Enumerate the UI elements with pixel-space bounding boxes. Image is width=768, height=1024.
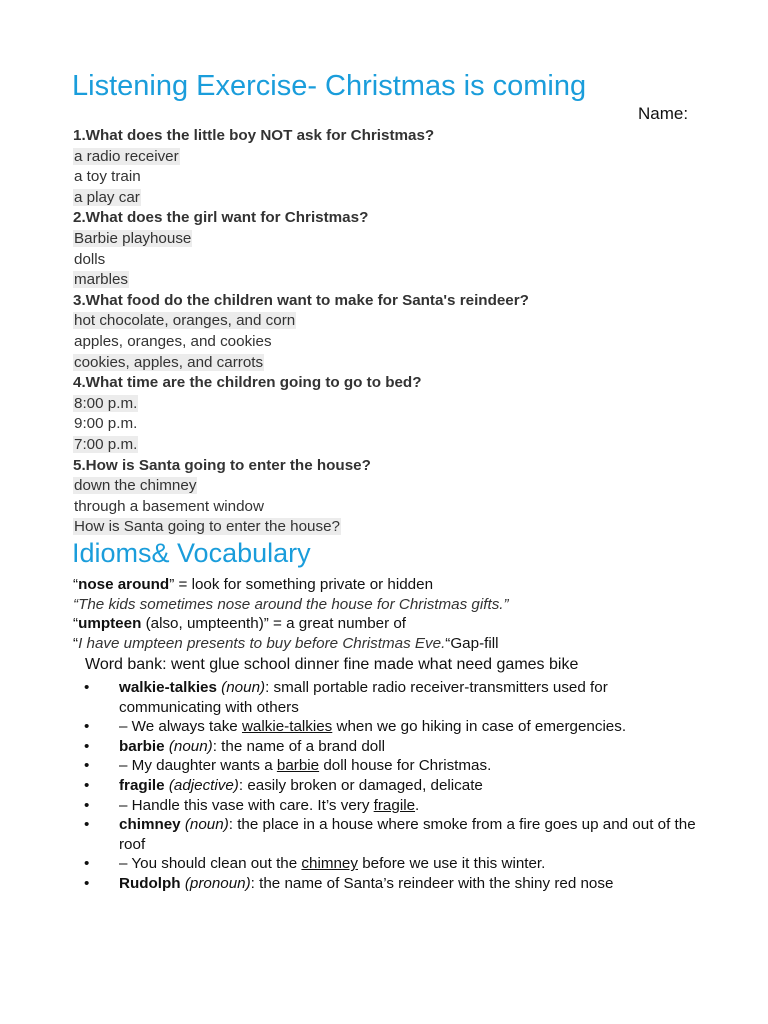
answer-option[interactable]: apples, oranges, and cookies [74,332,272,350]
question-block [73,456,713,538]
idiom-definition: = look for something private or hidden [174,576,434,593]
question-text: 4.What time are the children going to go to bed? [73,374,422,392]
answer-option[interactable]: 9:00 p.m. [74,415,138,433]
answer-option[interactable]: down the chimney [74,477,197,495]
answer-option[interactable]: through a basement window [74,497,264,515]
answer-option[interactable]: Barbie playhouse [74,229,192,247]
answer-option[interactable]: a radio receiver [74,147,179,165]
question-text: 3.What food do the children want to make for Santa's reindeer? [73,291,529,309]
vocab-item: • fragile (adjective): easily broken or damaged, delicate [84,776,483,794]
answer-option[interactable]: a toy train [74,168,141,186]
question-text: 5.How is Santa going to enter the house? [73,456,371,474]
idiom-example: “I have umpteen presents to buy before Christmas Eve.“Gap-fill [73,634,499,652]
vocab-term: chimney [119,816,181,834]
vocab-item: • Rudolph (pronoun): the name of Santa’s reindeer with the shiny red nose [84,874,614,892]
question-block [73,291,713,373]
vocab-item: • barbie (noun): the name of a brand doll [84,737,385,755]
answer-option[interactable]: 8:00 p.m. [74,394,138,412]
answer-option[interactable]: marbles [74,271,129,289]
question-block [73,126,713,208]
question-block [73,373,713,455]
vocab-term: walkie-talkies [119,679,217,696]
vocab-item: • chimney (noun): the place in a house where smoke from a fire goes up and out of the roof [84,816,696,853]
vocab-term: barbie [119,737,165,755]
vocabulary-list [84,678,704,894]
idiom-entry: “umpteen (also, umpteenth)” = a great number of [73,615,407,632]
word-bank: Word bank: went glue school dinner fine made what need games bike [85,656,579,673]
idiom-term: umpteen [78,615,142,632]
idiom-term: nose around [78,576,170,593]
question-text: 2.What does the girl want for Christmas? [73,209,369,227]
question-text: 1.What does the little boy NOT ask for Christmas? [73,127,435,144]
answer-option[interactable]: cookies, apples, and carrots [74,353,264,371]
answer-option[interactable]: 7:00 p.m. [74,435,138,453]
page-title: Listening Exercise- Christmas is coming [72,70,587,102]
idiom-definition: )” = a great number of [258,615,407,632]
vocab-example: • – My daughter wants a barbie doll house for Christmas. [84,757,492,775]
vocab-term: fragile [119,776,165,794]
idiom-list [73,575,733,653]
vocab-term: Rudolph [119,874,181,892]
idiom-entry: “nose around” = look for something private or hidden [73,576,434,593]
question-list [73,126,713,538]
section-title: Idioms& Vocabulary [72,538,311,568]
vocab-example: • – We always take walkie-talkies when we go hiking in case of emergencies. [84,718,627,736]
vocab-example: • – Handle this vase with care. It’s very fragile. [84,796,420,814]
question-block [73,208,713,290]
answer-option[interactable]: hot chocolate, oranges, and corn [74,312,296,330]
idiom-example: “The kids sometimes nose around the house for Christmas gifts.” [73,595,509,613]
answer-option[interactable]: dolls [74,250,106,268]
vocab-example: • – You should clean out the chimney before we use it this winter. [84,855,546,873]
answer-option[interactable]: How is Santa going to enter the house? [74,518,340,536]
vocab-item: • walkie-talkies (noun): small portable radio receiver-transmitters used for communicating with others [84,679,608,716]
answer-option[interactable]: a play car [74,188,140,206]
gap-fill-label: Gap-fill [450,634,499,652]
name-label: Name: [638,104,689,123]
